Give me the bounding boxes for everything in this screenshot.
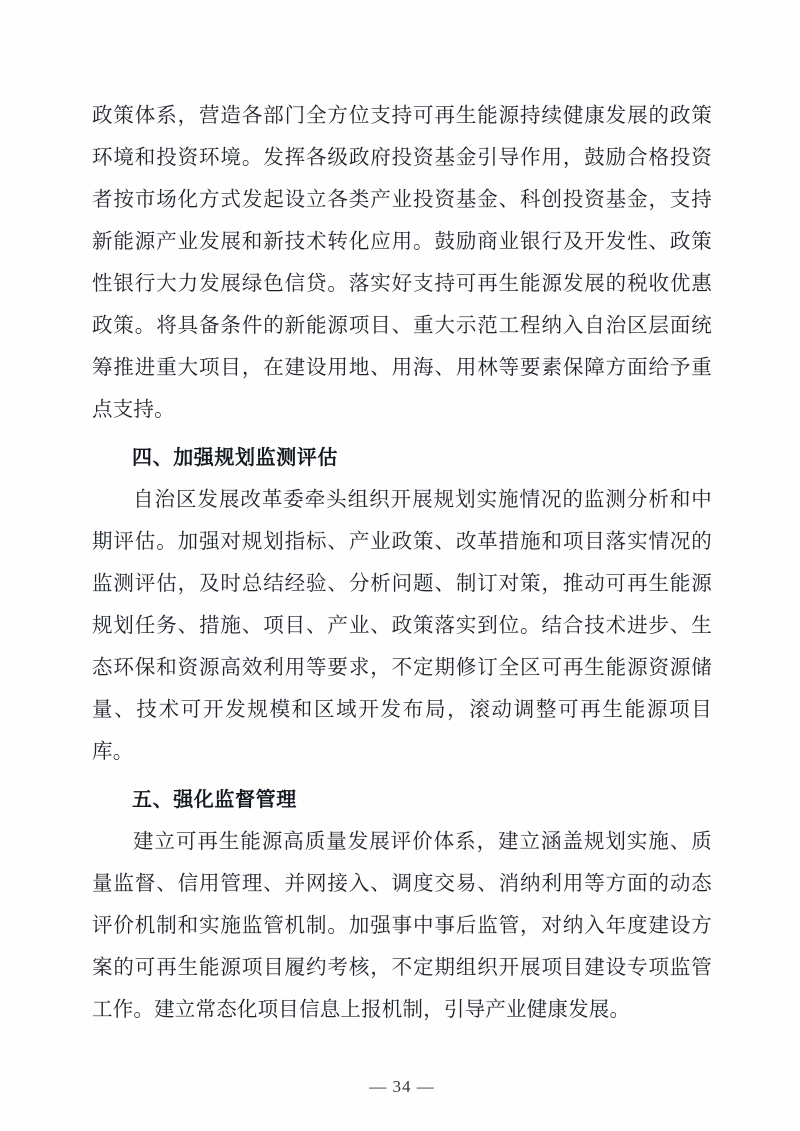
paragraph-planning-monitoring: 自治区发展改革委牵头组织开展规划实施情况的监测分析和中期评估。加强对规划指标、产业政策、改革措施和项目落实情况的监测评估，及时总结经验、分析问题、制订对策，推动可再生能源规划任务、措施、项目、产业、政策落实到位。结合技术进步、生态环保和资源高效利用等要求，不定期修订全区可再生能源资源储量、技术可开发规模和区域开发布局，滚动调整可再生能源项目库。 bbox=[92, 489, 712, 763]
page-footer bbox=[0, 1077, 800, 1097]
section-heading-four: 四、加强规划监测评估 bbox=[132, 447, 338, 469]
section-heading-five: 五、强化监督管理 bbox=[132, 789, 297, 811]
page-number: — 34 — bbox=[369, 1077, 435, 1096]
paragraph-policy-system: 政策体系，营造各部门全方位支持可再生能源持续健康发展的政策环境和投资环境。发挥各级政府投资基金引导作用，鼓励合格投资者按市场化方式发起设立各类产业投资基金、科创投资基金，支持新能源产业发展和新技术转化应用。鼓励商业银行及开发性、政策性银行大力发展绿色信贷。落实好支持可再生能源发展的税收优惠政策。将具备条件的新能源项目、重大示范工程纳入自治区层面统筹推进重大项目，在建设用地、用海、用林等要素保障方面给予重点支持。 bbox=[92, 105, 712, 421]
paragraph-supervision-management: 建立可再生能源高质量发展评价体系，建立涵盖规划实施、质量监督、信用管理、并网接入、调度交易、消纳利用等方面的动态评价机制和实施监管机制。加强事中事后监管，对纳入年度建设方案的可再生能源项目履约考核，不定期组织开展项目建设专项监管工作。建立常态化项目信息上报机制，引导产业健康发展。 bbox=[92, 831, 712, 1021]
document-body bbox=[92, 95, 712, 1031]
